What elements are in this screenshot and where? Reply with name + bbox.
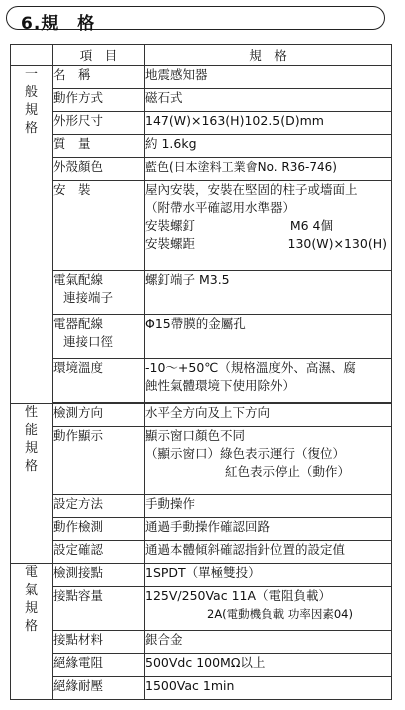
row-value: 500Vdc 100MΩ以上 [145, 654, 392, 677]
row-label: 檢測接點 [53, 564, 145, 587]
row-label: 檢測方向 [53, 404, 145, 427]
table-row [11, 359, 392, 403]
table-row [11, 315, 392, 359]
capacity-line-1: 125V/250Vac 11A（電阻負載） [145, 588, 332, 603]
group-electrical-label: 電氣規格 [24, 565, 38, 634]
row-label: 動作方式 [53, 89, 145, 112]
group-general-label: 一般規格 [24, 67, 38, 136]
wiring-label-2: 連接端子 [63, 290, 114, 305]
install-line-2: （附帶水平確認用水準器） [145, 200, 296, 215]
row-label: 名 稱 [53, 66, 145, 89]
install-screw [145, 217, 391, 235]
group-general [11, 66, 53, 404]
header-spec: 規 格 [145, 45, 392, 66]
header-item: 項 目 [53, 45, 145, 66]
row-label [53, 315, 145, 359]
table-row [11, 654, 392, 677]
row-label: 動作檢測 [53, 518, 145, 541]
row-value: 磁石式 [145, 89, 392, 112]
table-row [11, 564, 392, 587]
table-row [11, 271, 392, 315]
install-pitch [145, 235, 391, 253]
row-value: 通過本體傾斜確認指針位置的設定值 [145, 541, 392, 564]
row-label: 設定方法 [53, 495, 145, 518]
row-value [145, 587, 392, 631]
table-header-row [11, 45, 392, 66]
row-value [145, 427, 392, 495]
install-screw-label: 安裝螺釘 [145, 218, 196, 233]
table-row [11, 181, 392, 271]
capacity-line-2-text: 2A(電動機負載 功率因素04) [207, 607, 353, 621]
install-pitch-label: 安裝螺距 [145, 236, 196, 251]
section-title: 6.規 格 [21, 14, 96, 34]
group-electrical [11, 564, 53, 700]
row-value [145, 158, 392, 181]
group-performance [11, 404, 53, 564]
table-row [11, 112, 392, 135]
wiring-label-1: 電氣配線 [53, 272, 104, 287]
capacity-line-2 [145, 605, 391, 623]
row-label: 接點容量 [53, 587, 145, 631]
row-value: 銀合金 [145, 631, 392, 654]
group-performance-label: 性能規格 [24, 405, 38, 474]
install-screw-value: M6 4個 [289, 218, 333, 233]
display-line-1: 顯示窗口顏色不同 [145, 428, 246, 443]
row-label: 環境溫度 [53, 359, 145, 403]
table-row [11, 66, 392, 89]
row-value [145, 181, 392, 271]
table-row [11, 631, 392, 654]
row-value: 1500Vac 1min [145, 677, 392, 700]
temp-line-2: 蝕性氣體環境下使用除外） [145, 378, 296, 393]
row-value: 1SPDT（單極雙投） [145, 564, 392, 587]
row-value: 螺釘端子 M3.5 [145, 271, 392, 315]
row-label: 安 裝 [53, 181, 145, 271]
table-row [11, 427, 392, 495]
temp-line-1: -10～+50℃（規格溫度外、高濕、腐 [145, 360, 356, 375]
row-label: 動作顯示 [53, 427, 145, 495]
row-value: Φ15帶膜的金屬孔 [145, 315, 392, 359]
table-row [11, 587, 392, 631]
row-label: 質 量 [53, 135, 145, 158]
install-pitch-value: 130(W)×130(H) [287, 236, 387, 251]
table-row [11, 404, 392, 427]
install-line-1: 屋內安裝，安裝在堅固的柱子或墻面上 [145, 182, 358, 197]
row-value: 通過手動操作確認回路 [145, 518, 392, 541]
display-line-3: 紅色表示停止（動作） [225, 464, 351, 479]
header-blank [11, 45, 53, 66]
display-line-2: （顯示窗口）綠色表示運行（復位） [145, 446, 346, 461]
table-row [11, 89, 392, 112]
port-label-1: 電器配線 [53, 316, 104, 331]
row-value: 水平全方向及上下方向 [145, 404, 392, 427]
row-value: 地震感知器 [145, 66, 392, 89]
row-value: 147(W)×163(H)102.5(D)mm [145, 112, 392, 135]
port-label-2: 連接口徑 [63, 334, 114, 349]
section-header [6, 6, 385, 34]
row-label [53, 271, 145, 315]
row-label: 外形尺寸 [53, 112, 145, 135]
table-row [11, 495, 392, 518]
row-value: 約 1.6kg [145, 135, 392, 158]
row-label: 絕緣電阻 [53, 654, 145, 677]
table-row [11, 677, 392, 700]
spec-table [10, 44, 392, 700]
row-label: 設定確認 [53, 541, 145, 564]
row-label: 接點材料 [53, 631, 145, 654]
table-row [11, 158, 392, 181]
table-row [11, 541, 392, 564]
row-label: 外殼顏色 [53, 158, 145, 181]
table-row [11, 518, 392, 541]
table-row [11, 135, 392, 158]
row-label: 絕緣耐壓 [53, 677, 145, 700]
row-value [145, 359, 392, 403]
row-value: 手動操作 [145, 495, 392, 518]
color-value: 藍色(日本塗料工業會No. R36-746) [145, 160, 337, 174]
